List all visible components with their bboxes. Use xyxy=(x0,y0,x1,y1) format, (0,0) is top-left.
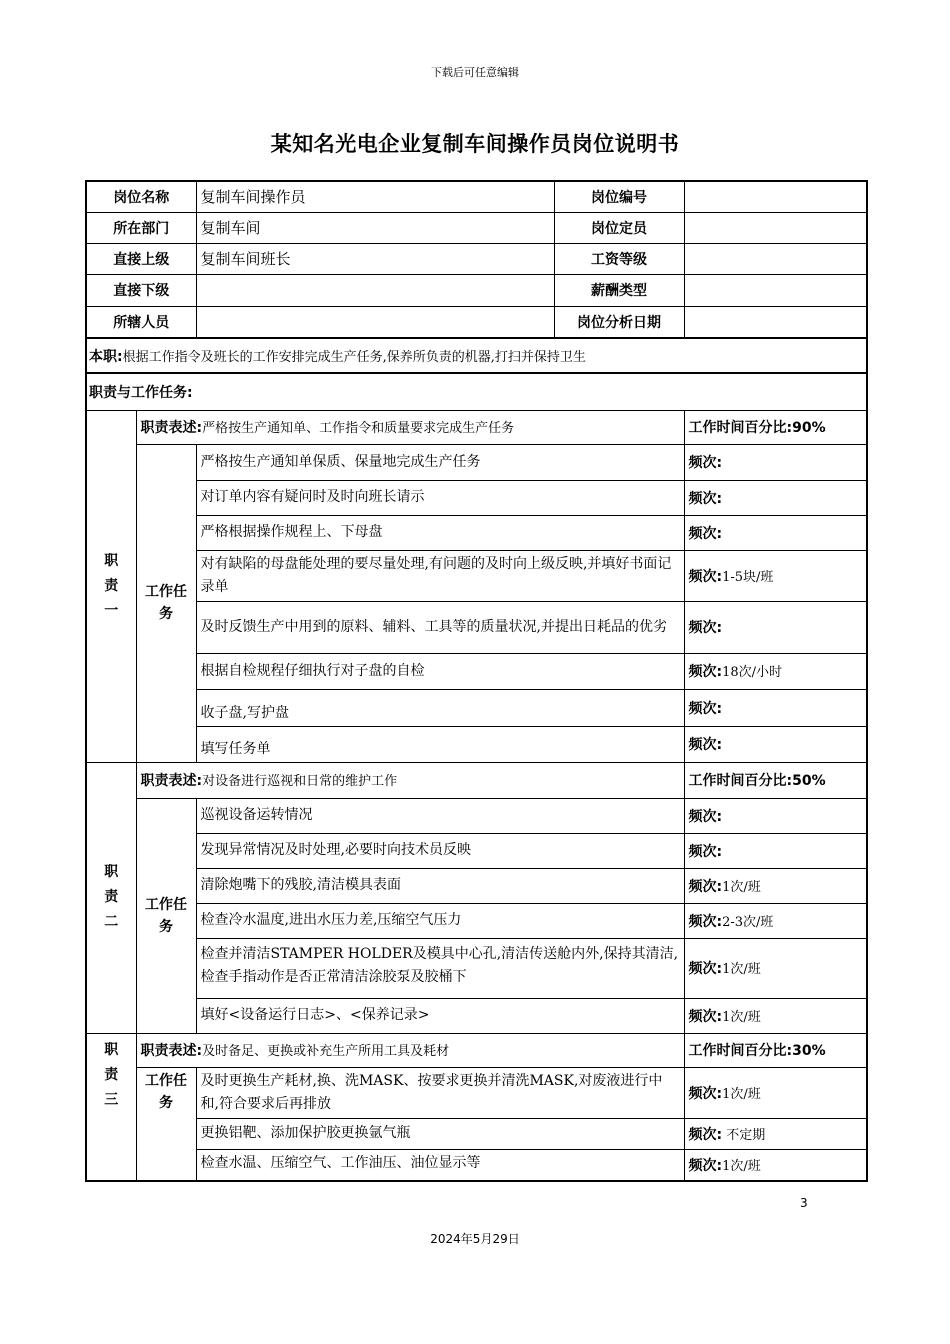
duty-desc-text: 对设备进行巡视和日常的维护工作 xyxy=(202,774,398,789)
info-value: 复制车间操作员 xyxy=(196,181,554,212)
freq-label: 频次: xyxy=(688,455,723,471)
task-text: 严格按生产通知单保质、保量地完成生产任务 xyxy=(196,444,684,480)
info-right-value xyxy=(684,274,867,306)
info-label: 岗位名称 xyxy=(86,181,196,212)
info-right-label: 薪酬类型 xyxy=(554,274,684,306)
task-text: 对订单内容有疑问时及时向班长请示 xyxy=(196,480,684,515)
task-text: 及时更换生产耗材,换、洗MASK、按要求更换并清洗MASK,对废液进行中和,符合要求后再排放 xyxy=(196,1067,684,1118)
duty-name xyxy=(86,1033,136,1181)
freq-label: 频次: xyxy=(688,490,723,507)
duty-name xyxy=(86,410,136,762)
duty-name-char: 职 xyxy=(104,864,119,880)
freq-label: 频次: xyxy=(688,843,723,860)
freq-label: 频次: xyxy=(688,1008,723,1025)
benzhi-label: 本职: xyxy=(89,348,123,365)
duty-desc-text: 严格按生产通知单、工作指令和质量要求完成生产任务 xyxy=(202,421,515,436)
freq-label: 频次: xyxy=(688,878,723,895)
work-task-label: 工作任务 xyxy=(136,444,196,762)
freq-label: 频次: xyxy=(688,664,723,680)
freq-label: 频次: xyxy=(688,1085,723,1102)
section-label: 职责与工作任务: xyxy=(86,373,867,410)
task-row xyxy=(86,444,867,480)
document-title: 某知名光电企业复制车间操作员岗位说明书 xyxy=(270,132,680,156)
task-text: 检查水温、压缩空气、工作油压、油位显示等 xyxy=(196,1149,684,1181)
pct-value: 90% xyxy=(792,420,826,436)
section-row xyxy=(86,373,867,410)
freq-value: 1-5块/班 xyxy=(722,569,774,585)
duty-name-char: 职 xyxy=(104,1041,119,1058)
info-row xyxy=(86,274,867,306)
duty-name xyxy=(86,762,136,1033)
task-text: 检查并清洁STAMPER HOLDER及模具中心孔,清洁传送舱内外,保持其清洁,检查手指动作是否正常清洁涂胶泵及胶桶下 xyxy=(200,945,679,985)
task-row xyxy=(86,998,867,1033)
task-row xyxy=(86,903,867,938)
task-row xyxy=(86,480,867,515)
benzhi-text: 根据工作指令及班长的工作安排完成生产任务,保养所负责的机器,打扫并保持卫生 xyxy=(122,349,586,365)
freq-value: 18次/小时 xyxy=(722,665,783,680)
info-value: 复制车间 xyxy=(196,212,554,243)
freq-label: 频次: xyxy=(688,525,723,542)
info-value xyxy=(196,274,554,306)
freq-value: 1次/班 xyxy=(722,879,761,895)
task-row xyxy=(86,833,867,868)
benzhi-row xyxy=(86,338,867,373)
duty-desc-row xyxy=(86,1033,867,1067)
task-text: 根据自检规程仔细执行对子盘的自检 xyxy=(196,653,684,689)
duty-name-char: 三 xyxy=(104,1091,119,1108)
freq-label: 频次: xyxy=(688,1157,723,1174)
duty-name-char: 职 xyxy=(104,552,119,569)
duty-name-char: 责 xyxy=(104,577,119,594)
info-right-value xyxy=(684,212,867,243)
info-right-value xyxy=(684,306,867,338)
freq-label: 频次: xyxy=(688,1126,723,1143)
work-task-label: 工作任务 xyxy=(136,1067,196,1181)
pct-label: 工作时间百分比: xyxy=(688,773,793,789)
info-label: 所在部门 xyxy=(86,212,196,243)
info-row xyxy=(86,306,867,338)
footer-date: 2024年5月29日 xyxy=(430,1232,520,1246)
freq-label: 频次: xyxy=(688,568,723,585)
freq-value: 1次/班 xyxy=(722,962,761,977)
duty-desc-row xyxy=(86,410,867,444)
task-text: 检查冷水温度,进出水压力差,压缩空气压力 xyxy=(196,903,684,938)
task-row xyxy=(86,1118,867,1149)
info-row xyxy=(86,181,867,212)
duty-desc-label: 职责表述: xyxy=(140,420,203,436)
freq-label: 频次: xyxy=(688,913,723,930)
freq-value: 1次/班 xyxy=(722,1086,761,1102)
pct-value: 50% xyxy=(792,773,826,789)
duty-desc-text: 及时备足、更换或补充生产所用工具及耗材 xyxy=(202,1044,450,1059)
task-text: 更换铝靶、添加保护胶更换氩气瓶 xyxy=(196,1118,684,1149)
freq-label: 频次: xyxy=(688,961,723,977)
info-label: 直接上级 xyxy=(86,243,196,274)
duty-desc-row xyxy=(86,762,867,798)
freq-value: 1次/班 xyxy=(722,1158,761,1174)
pct-label: 工作时间百分比: xyxy=(688,1043,793,1059)
freq-value: 不定期 xyxy=(722,1127,766,1143)
freq-label: 频次: xyxy=(688,700,723,717)
task-row xyxy=(86,601,867,653)
freq-label: 频次: xyxy=(688,737,723,753)
task-text: 收子盘,写护盘 xyxy=(196,689,684,726)
duty-name-char: 一 xyxy=(104,602,119,619)
work-task-label: 工作任务 xyxy=(136,798,196,1033)
task-text: 及时反馈生产中用到的原料、辅料、工具等的质量状况,并提出日耗品的优劣 xyxy=(196,601,684,653)
task-text: 填写任务单 xyxy=(196,726,684,762)
page-number: 3 xyxy=(800,1196,808,1210)
task-row xyxy=(86,938,867,998)
freq-value: 1次/班 xyxy=(722,1009,761,1025)
task-row xyxy=(86,726,867,762)
pct-label: 工作时间百分比: xyxy=(688,420,793,436)
info-right-value xyxy=(684,181,867,212)
info-right-value xyxy=(684,243,867,274)
task-text: 清除炮嘴下的残胶,清洁模具表面 xyxy=(196,868,684,903)
task-row xyxy=(86,1067,867,1118)
info-right-label: 工资等级 xyxy=(554,243,684,274)
info-label: 所辖人员 xyxy=(86,306,196,338)
task-row xyxy=(86,798,867,833)
info-right-label: 岗位定员 xyxy=(554,212,684,243)
info-row xyxy=(86,212,867,243)
duty-name-char: 责 xyxy=(104,889,119,905)
info-label: 直接下级 xyxy=(86,274,196,306)
freq-label: 频次: xyxy=(688,620,723,636)
task-row xyxy=(86,689,867,726)
info-value xyxy=(196,306,554,338)
task-text: 巡视设备运转情况 xyxy=(196,798,684,833)
task-text: 严格根据操作规程上、下母盘 xyxy=(196,515,684,550)
task-row xyxy=(86,868,867,903)
info-right-label: 岗位编号 xyxy=(554,181,684,212)
duty-name-char: 责 xyxy=(104,1066,119,1083)
pct-value: 30% xyxy=(792,1043,826,1059)
task-row xyxy=(86,653,867,689)
info-row xyxy=(86,243,867,274)
duty-desc-label: 职责表述: xyxy=(140,773,203,789)
job-description-table xyxy=(85,180,868,1182)
duty-name-char: 二 xyxy=(104,914,119,930)
info-value: 复制车间班长 xyxy=(196,243,554,274)
header-note: 下载后可任意编辑 xyxy=(431,66,519,79)
task-row xyxy=(86,515,867,550)
freq-value: 2-3次/班 xyxy=(722,914,774,930)
info-right-label: 岗位分析日期 xyxy=(554,306,684,338)
task-text: 对有缺陷的母盘能处理的要尽量处理,有问题的及时向上级反映,并填好书面记录单 xyxy=(196,550,684,601)
task-text: 填好<设备运行日志>、<保养记录> xyxy=(196,998,684,1033)
task-row xyxy=(86,1149,867,1181)
duty-desc-label: 职责表述: xyxy=(140,1043,203,1059)
freq-label: 频次: xyxy=(688,808,723,825)
task-text: 发现异常情况及时处理,必要时向技术员反映 xyxy=(196,833,684,868)
task-row xyxy=(86,550,867,601)
